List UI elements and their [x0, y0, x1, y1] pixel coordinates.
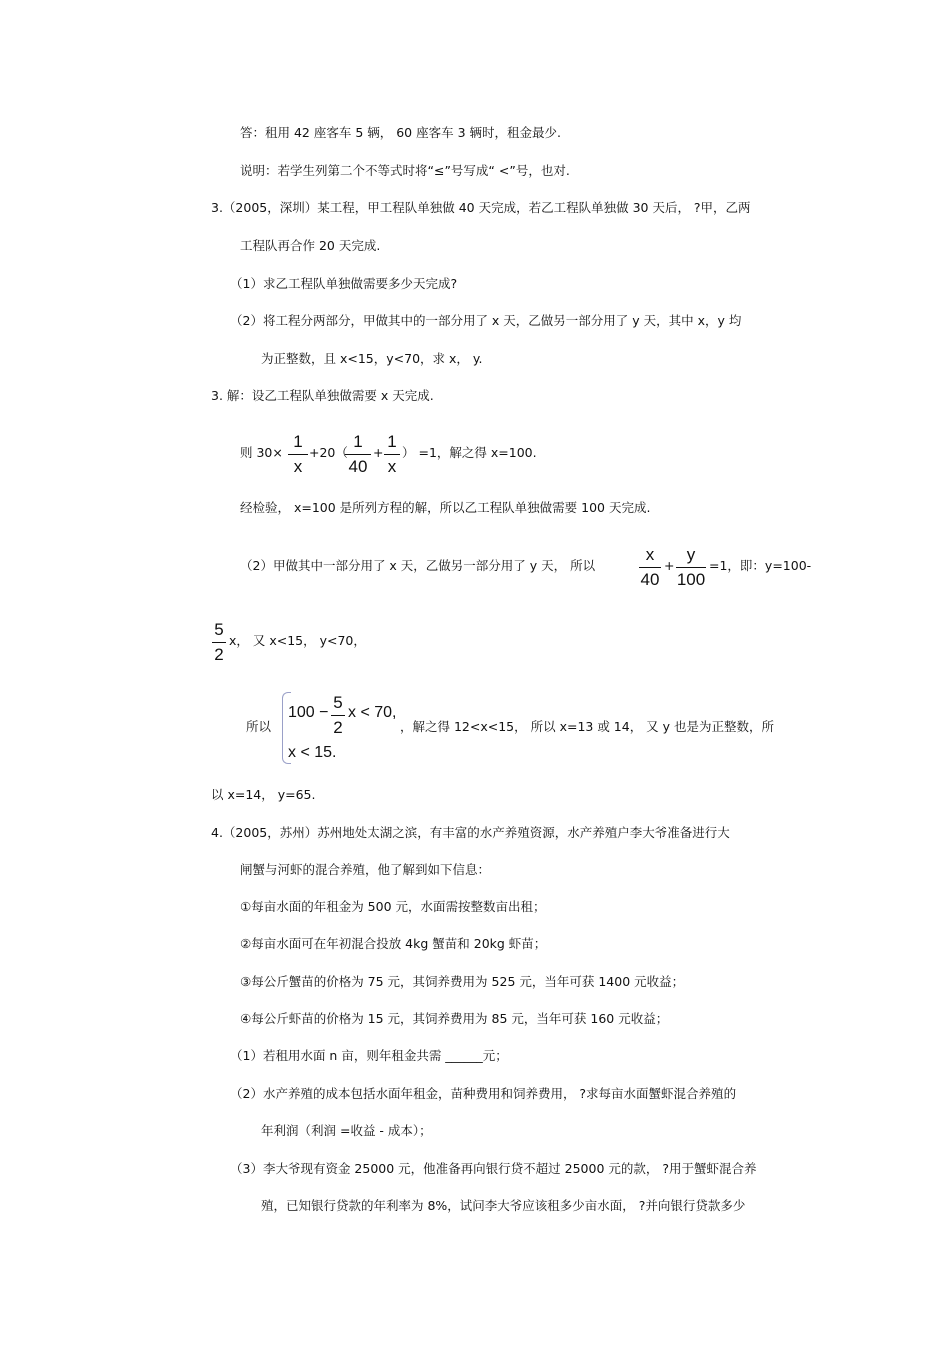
eq1-plus: +: [373, 445, 384, 460]
system-row1-right: x < 70,: [348, 704, 397, 721]
system-row2: x < 15.: [288, 744, 337, 761]
note-line: 说明：若学生列第二个不等式时将“≤”号写成“ <”号，也对.: [240, 163, 570, 178]
q3-title-cont: 工程队再合作 20 天完成.: [240, 238, 381, 253]
fraction-1-over-x: 1 x: [288, 432, 308, 477]
q4-info-4: ④每公斤虾苗的价格为 15 元，其饲养费用为 85 元，当年可获 160 元收益；: [240, 1011, 669, 1026]
fraction-5-over-2: 5 2: [212, 620, 226, 665]
fraction-1-over-x-2: 1 x: [384, 432, 400, 477]
q3-part1: （1）求乙工程队单独做需要多少天完成?: [230, 276, 458, 291]
solution3-heading: 3. 解：设乙工程队单独做需要 x 天完成.: [211, 388, 434, 403]
check-line: 经检验， x=100 是所列方程的解，所以乙工程队单独做需要 100 天完成.: [240, 500, 651, 515]
fraction-y-over-100: y 100: [676, 545, 706, 589]
q4-info-1: ①每亩水面的年租金为 500 元，水面需按整数亩出租；: [240, 899, 546, 914]
part2-plus: +: [664, 558, 675, 573]
q4-title-cont: 闸蟹与河虾的混合养殖，他了解到如下信息：: [240, 862, 491, 877]
part2-result: =1，即：y=100-: [709, 558, 812, 573]
eq1-plus20: +20（: [309, 445, 348, 460]
q4-info-2: ②每亩水面可在年初混合投放 4kg 蟹苗和 20kg 虾苗；: [240, 936, 547, 951]
q3-part2-cont: 为正整数，且 x<15，y<70，求 x， y.: [261, 351, 483, 366]
eq1-suffix: ） =1，解之得 x=100.: [402, 445, 537, 460]
part2-conditions: x， 又 x<15， y<70，: [229, 633, 366, 648]
part2-line: （2）甲做其中一部分用了 x 天，乙做另一部分用了 y 天， 所以: [240, 558, 596, 573]
q4-part3: （3）李大爷现有资金 25000 元，他准备再向银行贷不超过 25000 元的款， ?用于蟹虾混合养: [230, 1161, 757, 1176]
result-line: 以 x=14， y=65.: [211, 787, 316, 802]
q4-part2: （2）水产养殖的成本包括水面年租金，苗种费用和饲养费用， ?求每亩水面蟹虾混合养殖的: [230, 1086, 737, 1101]
q3-part2: （2）将工程分两部分，甲做其中的一部分用了 x 天，乙做另一部分用了 y 天，其中 x，y 均: [230, 313, 742, 328]
fraction-1-over-40: 1 40: [345, 432, 371, 477]
system-label: 所以: [246, 719, 272, 734]
system-row1-left: 100 −: [288, 704, 329, 721]
q4-info-3: ③每公斤蟹苗的价格为 75 元，其饲养费用为 525 元，当年可获 1400 元收益；: [240, 974, 685, 989]
q3-title: 3.（2005，深圳）某工程，甲工程队单独做 40 天完成，若乙工程队单独做 30 天后， ?甲，乙两: [211, 200, 751, 215]
q4-part3-cont: 殖，已知银行贷款的年利率为 8%，试问李大爷应该租多少亩水面， ?并向银行贷款多少: [261, 1198, 746, 1213]
system-solution: ，解之得 12<x<15， 所以 x=13 或 14， 又 y 也是为正整数，所: [400, 719, 775, 734]
q4-part1: （1）若租用水面 n 亩，则年租金共需 ______元；: [230, 1048, 508, 1063]
eq1-prefix: 则 30×: [240, 445, 283, 460]
answer-line: 答：租用 42 座客车 5 辆， 60 座客车 3 辆时，租金最少.: [240, 125, 561, 140]
q4-part2-cont: 年利润（利润 =收益 - 成本）；: [261, 1123, 432, 1138]
q4-title: 4.（2005，苏州）苏州地处太湖之滨，有丰富的水产养殖资源，水产养殖户李大爷准备进行大: [211, 825, 730, 840]
fraction-5-over-2-system: 5 2: [331, 693, 345, 738]
fraction-x-over-40: x 40: [640, 545, 660, 589]
